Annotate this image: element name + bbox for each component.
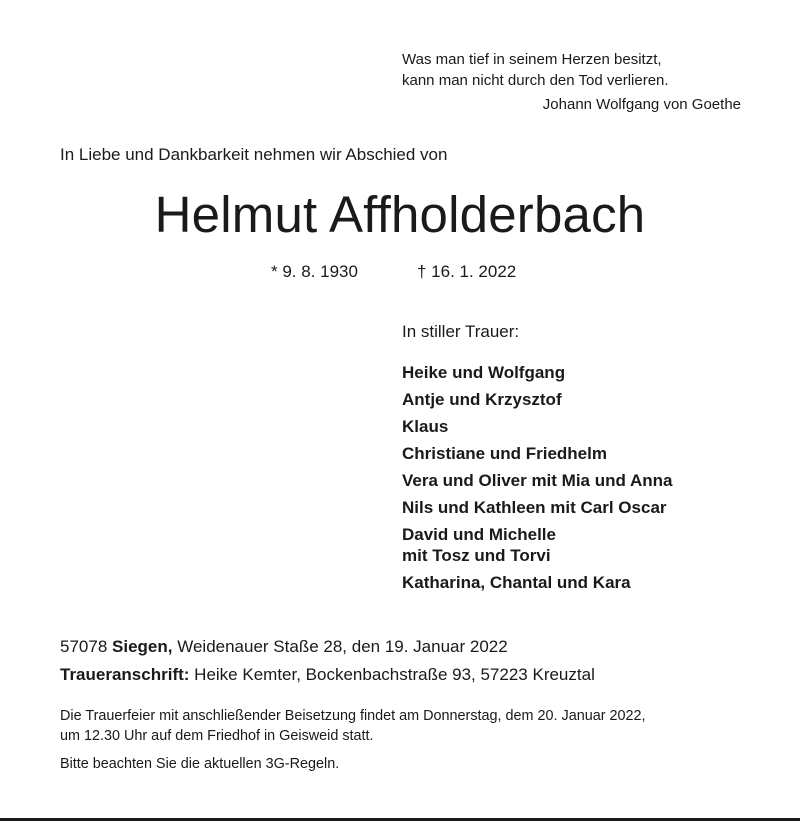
ceremony-line-2: um 12.30 Uhr auf dem Friedhof in Geisweid statt. <box>60 728 374 744</box>
quote-author: Johann Wolfgang von Goethe <box>542 96 741 113</box>
mourner-entry: Christiane und Friedhelm <box>402 444 607 463</box>
birth-date: * 9. 8. 1930 <box>271 262 358 281</box>
place-and-date <box>60 637 508 657</box>
death-date: † 16. 1. 2022 <box>417 262 517 281</box>
mourner-entry: Antje und Krzysztof <box>402 390 562 409</box>
mourner-entry: Vera und Oliver mit Mia und Anna <box>402 471 673 490</box>
quote-line-2: kann man nicht durch den Tod verlieren. <box>402 71 669 89</box>
ceremony-line-1: Die Trauerfeier mit anschließender Beisetzung findet am Donnerstag, dem 20. Januar 2022, <box>60 708 646 724</box>
intro-text: In Liebe und Dankbarkeit nehmen wir Abschied von <box>60 145 448 164</box>
mourner-entry-line: mit Tosz und Torvi <box>402 546 551 565</box>
mourner-entry-line: David und Michelle <box>402 525 556 544</box>
mourner-entry: Heike und Wolfgang <box>402 363 566 382</box>
address-value: Heike Kemter, Bockenbachstraße 93, 57223 Kreuztal <box>194 665 595 684</box>
address-label: Traueranschrift: <box>60 665 190 684</box>
place-rest: Weidenauer Staße 28, den 19. Januar 2022 <box>177 637 508 656</box>
place-city: Siegen, <box>112 637 173 656</box>
mourner-entry: Klaus <box>402 417 449 436</box>
mourner-entry: Nils und Kathleen mit Carl Oscar <box>402 498 667 517</box>
deceased-name: Helmut Affholderbach <box>154 186 646 243</box>
place-zip: 57078 <box>60 637 108 656</box>
covid-rules-note: Bitte beachten Sie die aktuellen 3G-Regeln. <box>60 756 340 772</box>
mourners-list <box>402 359 672 596</box>
mourner-entry <box>402 521 672 569</box>
mourning-label: In stiller Trauer: <box>402 322 520 341</box>
mourning-address <box>60 665 595 685</box>
quote-line-1: Was man tief in seinem Herzen besitzt, <box>402 51 662 68</box>
goethe-quote <box>402 50 742 91</box>
mourner-entry: Katharina, Chantal und Kara <box>402 573 631 592</box>
ceremony-info <box>60 706 750 746</box>
